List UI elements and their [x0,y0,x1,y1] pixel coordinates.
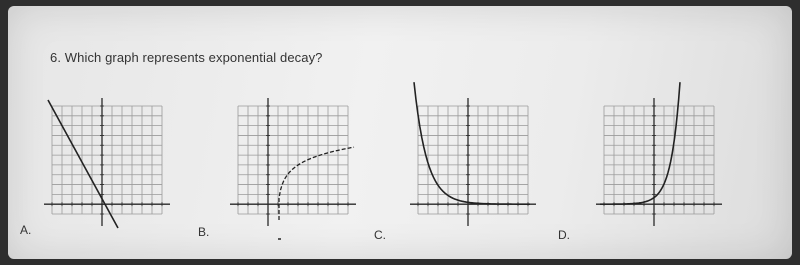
question-text: 6. Which graph represents exponential decay? [50,50,323,65]
curve-log [279,147,354,220]
axes [410,98,536,226]
choice-a-label[interactable]: A. [20,223,32,237]
grid-lines [418,106,528,214]
choice-c-label[interactable]: C. [374,228,386,242]
choice-d-label[interactable]: D. [558,228,570,242]
grid-lines [238,106,348,214]
graph-b-plot [220,94,358,236]
grid-lines [52,106,162,214]
graph-a[interactable] [34,94,172,236]
pencil-mark [278,238,281,240]
curve-line [48,100,118,228]
graph-a-plot [34,94,172,236]
graph-d[interactable] [586,94,724,236]
curve-growth [600,82,680,204]
graph-c[interactable] [400,94,538,236]
curve-decay [414,82,530,204]
axes [230,98,356,226]
graph-c-plot [400,94,538,236]
worksheet-photo [8,6,792,259]
graph-d-plot [586,94,724,236]
graph-b[interactable] [220,94,358,236]
axes [596,98,722,226]
grid-lines [604,106,714,214]
choice-b-label[interactable]: B. [198,225,210,239]
